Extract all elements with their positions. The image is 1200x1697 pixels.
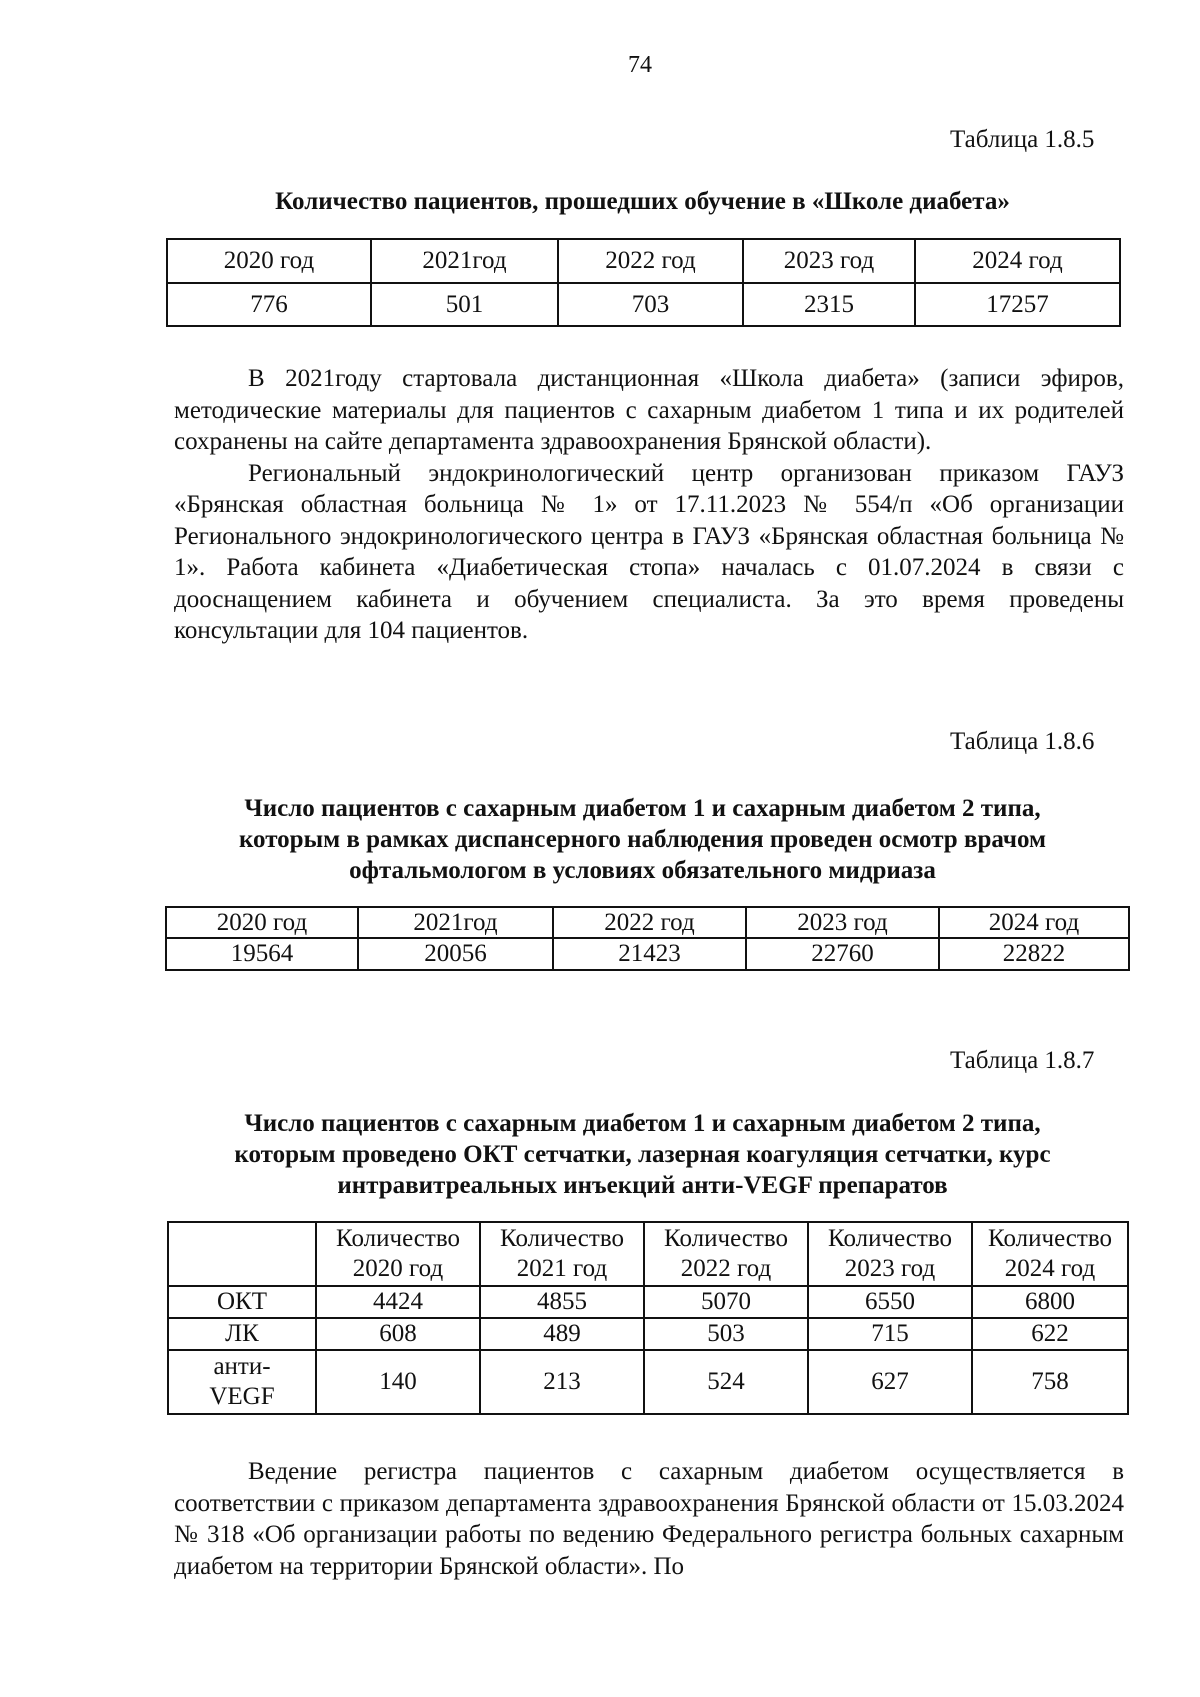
table-2-header-row — [166, 907, 1129, 938]
table-3-header-bottom: 2021 год — [516, 1255, 608, 1282]
table-1-header-cell: 2023 год — [743, 239, 915, 283]
table-1-value-cell: 2315 — [743, 283, 915, 326]
table-2-title-line: Число пациентов с сахарным диабетом 1 и сахарным диабетом 2 типа, — [244, 795, 1041, 822]
table-3-header-top: Количество — [500, 1225, 624, 1252]
table-3-value-cell: 6800 — [972, 1286, 1128, 1318]
paragraph-distance-school: В 2021году стартовала дистанционная «Школа диабета» (записи эфиров, методические материалы для пациентов с сахарным диабетом 1 типа и их родителей сохранены на сайте департамента здравоохранения Брянской области). — [174, 365, 1124, 455]
table-1 — [166, 238, 1121, 327]
table-3-header-cell — [644, 1222, 808, 1286]
table-3-row-lk — [168, 1318, 1128, 1350]
table-1-value-cell: 776 — [167, 283, 371, 326]
table-1-header-row — [167, 239, 1120, 283]
table-3-row-okt — [168, 1286, 1128, 1318]
table-3-header-cell — [808, 1222, 972, 1286]
table-3-header-bottom: 2022 год — [680, 1255, 772, 1282]
table-3-label: Таблица 1.8.7 — [950, 1047, 1095, 1074]
table-2-header-cell: 2020 год — [166, 907, 358, 938]
table-2-header-cell: 2023 год — [746, 907, 939, 938]
table-1-header-cell: 2024 год — [915, 239, 1120, 283]
table-3-header-row — [168, 1222, 1128, 1286]
page-number: 74 — [628, 52, 652, 78]
table-2-value-cell: 22760 — [746, 938, 939, 970]
table-3-value-cell: 503 — [644, 1318, 808, 1350]
table-3-header-top: Количество — [828, 1225, 952, 1252]
table-3-header-top: Количество — [988, 1225, 1112, 1252]
table-3-header-bottom: 2023 год — [844, 1255, 936, 1282]
table-3-value-cell: 627 — [808, 1350, 972, 1414]
table-3-title-line: интравитреальных инъекций анти-VEGF препаратов — [337, 1172, 948, 1199]
table-1-header-cell: 2021год — [371, 239, 558, 283]
table-3-value-cell: 213 — [480, 1350, 644, 1414]
table-2-value-cell: 22822 — [939, 938, 1129, 970]
table-1-header-cell: 2022 год — [558, 239, 743, 283]
table-3-header-bottom: 2024 год — [1004, 1255, 1096, 1282]
table-2-value-cell: 19564 — [166, 938, 358, 970]
table-2-value-row — [166, 938, 1129, 970]
table-3-value-cell: 140 — [316, 1350, 480, 1414]
table-3-value-cell: 758 — [972, 1350, 1128, 1414]
table-3-row-label — [168, 1350, 316, 1414]
table-2-header-cell: 2021год — [358, 907, 553, 938]
table-3-title-line: Число пациентов с сахарным диабетом 1 и сахарным диабетом 2 типа, — [244, 1110, 1041, 1137]
table-3-value-cell: 489 — [480, 1318, 644, 1350]
table-3-row-label: ОКТ — [168, 1286, 316, 1318]
table-3-value-cell: 715 — [808, 1318, 972, 1350]
table-3 — [167, 1221, 1129, 1415]
table-2-header-cell: 2024 год — [939, 907, 1129, 938]
table-1-label: Таблица 1.8.5 — [950, 126, 1095, 153]
table-3-title — [166, 1108, 1119, 1201]
table-3-value-cell: 5070 — [644, 1286, 808, 1318]
table-1-value-cell: 501 — [371, 283, 558, 326]
table-2-title — [166, 793, 1119, 886]
paragraph-register: Ведение регистра пациентов с сахарным диабетом осуществляется в соответствии с приказом департамента здравоохранения Брянской области от 15.03.2024 № 318 «Об организации работы по ведению Федерального регистра больных сахарным диабетом на территории Брянской области». По — [174, 1458, 1124, 1580]
table-3-value-cell: 524 — [644, 1350, 808, 1414]
table-3-row-anti-vegf — [168, 1350, 1128, 1414]
body-text-1 — [174, 363, 1124, 647]
table-1-title: Количество пациентов, прошедших обучение в «Школе диабета» — [275, 188, 1010, 215]
table-3-row-label-top: анти- — [213, 1353, 271, 1380]
table-1-header-cell: 2020 год — [167, 239, 371, 283]
table-2 — [165, 906, 1130, 971]
table-2-label: Таблица 1.8.6 — [950, 728, 1095, 755]
table-3-header-cell — [972, 1222, 1128, 1286]
table-2-value-cell: 21423 — [553, 938, 746, 970]
table-3-value-cell: 4855 — [480, 1286, 644, 1318]
table-2-title-line: офтальмологом в условиях обязательного мидриаза — [349, 857, 936, 884]
table-3-value-cell: 6550 — [808, 1286, 972, 1318]
table-2-header-cell: 2022 год — [553, 907, 746, 938]
paragraph-endocrine-center: Региональный эндокринологический центр организован приказом ГАУЗ «Брянская областная больница № 1» от 17.11.2023 № 554/п «Об организации Регионального эндокринологического центра в ГАУЗ «Брянская областная больница № 1». Работа кабинета «Диабетическая стопа» началась с 01.07.2024 в связи с дооснащением кабинета и обучением специалиста. За это время проведены консультации для 104 пациентов. — [174, 459, 1124, 644]
table-3-header-bottom: 2020 год — [352, 1255, 444, 1282]
table-3-header-top: Количество — [664, 1225, 788, 1252]
table-1-value-cell: 703 — [558, 283, 743, 326]
table-3-header-cell — [316, 1222, 480, 1286]
table-2-title-line: которым в рамках диспансерного наблюдения проведен осмотр врачом — [238, 826, 1047, 853]
table-3-value-cell: 622 — [972, 1318, 1128, 1350]
table-1-value-row — [167, 283, 1120, 326]
table-3-value-cell: 4424 — [316, 1286, 480, 1318]
table-3-row-label-bottom: VEGF — [209, 1383, 275, 1410]
table-3-value-cell: 608 — [316, 1318, 480, 1350]
table-3-title-line: которым проведено ОКТ сетчатки, лазерная коагуляция сетчатки, курс — [234, 1141, 1051, 1168]
table-3-header-cell — [480, 1222, 644, 1286]
table-3-corner-cell — [168, 1222, 316, 1286]
table-1-value-cell: 17257 — [915, 283, 1120, 326]
table-2-value-cell: 20056 — [358, 938, 553, 970]
body-text-2 — [174, 1456, 1124, 1582]
table-3-row-label: ЛК — [168, 1318, 316, 1350]
table-3-header-top: Количество — [336, 1225, 460, 1252]
